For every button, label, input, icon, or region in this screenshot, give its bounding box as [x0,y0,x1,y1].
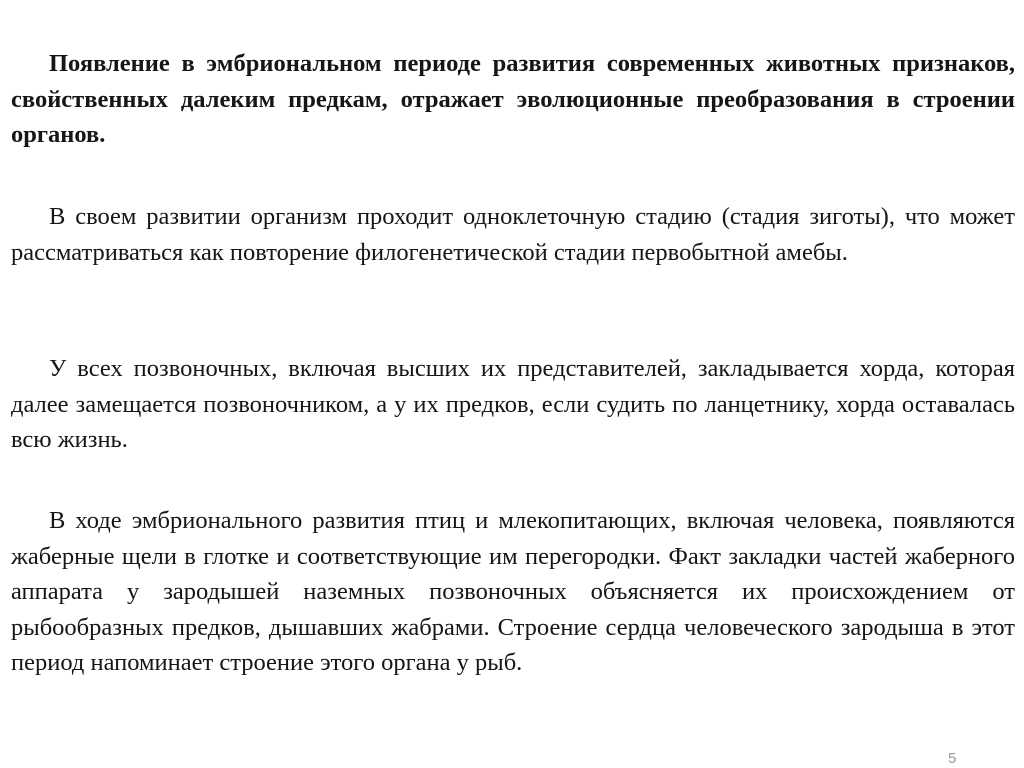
paragraph-zygote-stage: В своем развитии организм проходит одноклеточную стадию (стадия зиготы), что может рассматриваться как повторение филогенетической стадии первобытной амебы. [11,203,1015,266]
paragraph-intro: Появление в эмбриональном периоде развития современных животных признаков, свойственных далеким предкам, отражает эволюционные преобразования в строении органов. [11,50,1015,148]
page-number: 5 [948,750,957,767]
paragraph-gill-slits: В ходе эмбрионального развития птиц и млекопитающих, включая человека, появляются жаберные щели в глотке и соответствующие им перегородки. Факт закладки частей жаберного аппарата у зародышей наземных позвоночных объясняется их происхождением от рыбообразных предков, дышавших жабрами. Строение сердца человеческого зародыша в этот период напоминает строение этого органа у рыб. [11,507,1015,676]
paragraph-chorda: У всех позвоночных, включая высших их представителей, закладывается хорда, которая далее замещается позвоночником, а у их предков, если судить по ланцетнику, хорда оставалась всю жизнь. [11,355,1015,453]
